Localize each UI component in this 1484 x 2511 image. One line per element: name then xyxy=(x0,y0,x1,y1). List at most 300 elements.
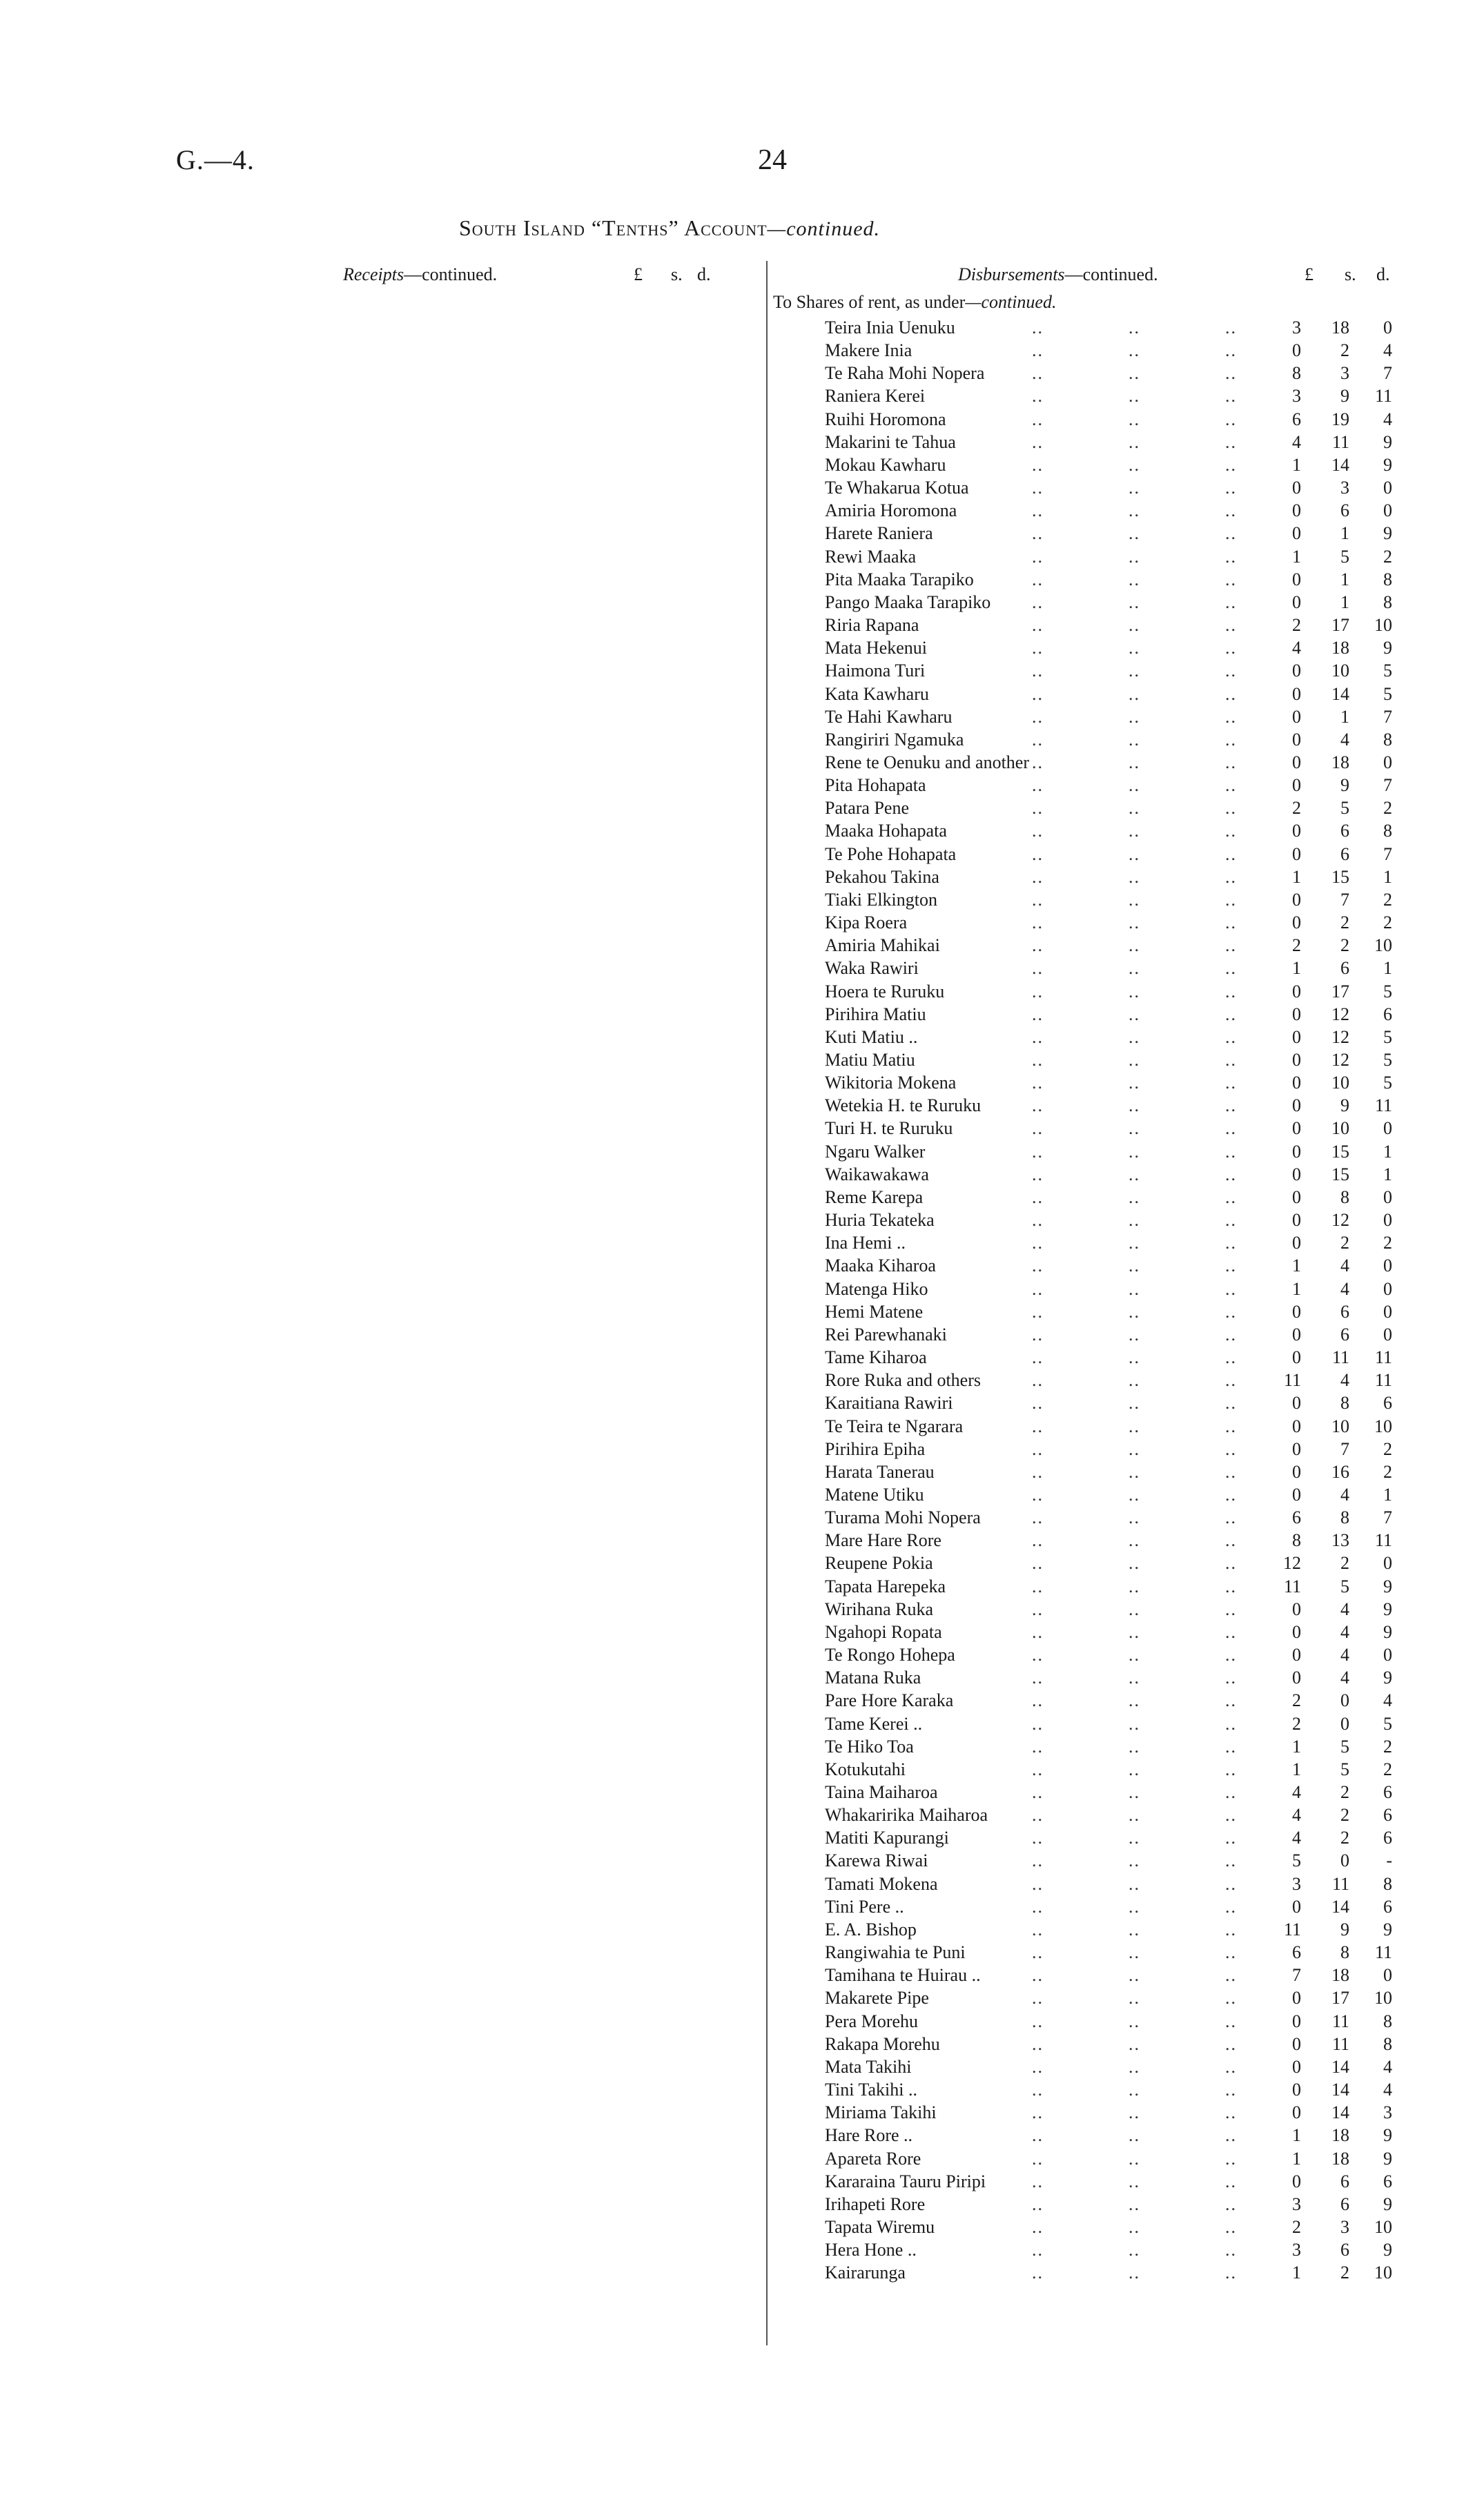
amount-pounds: 0 xyxy=(1292,752,1301,772)
amount-shillings: 10 xyxy=(1331,1073,1349,1093)
disbursements-heading xyxy=(958,264,1158,285)
leader-dots: .. .. .. xyxy=(1032,2125,1237,2146)
amount-pence: 9 xyxy=(1383,2194,1392,2214)
payee-name: Taina Maiharoa xyxy=(825,1782,938,1802)
amount-shillings: 4 xyxy=(1340,729,1349,750)
table-row xyxy=(825,1483,1412,1506)
table-row xyxy=(825,980,1412,1003)
amount-shillings: 2 xyxy=(1340,935,1349,956)
table-row xyxy=(825,957,1412,979)
table-row xyxy=(825,1918,1412,1941)
leader-dots: .. .. .. xyxy=(1032,1347,1237,1368)
payee-name: Tame Kerei .. xyxy=(825,1713,923,1734)
table-row xyxy=(825,1621,1412,1643)
table-row xyxy=(825,1071,1412,1094)
amount-shillings: 6 xyxy=(1340,2240,1349,2260)
amount-shillings: 6 xyxy=(1340,2171,1349,2191)
payee-name: Hare Rore .. xyxy=(825,2125,913,2146)
payee-name: Tini Takihi .. xyxy=(825,2080,917,2100)
table-row xyxy=(825,1689,1412,1712)
payee-name: Teira Inia Uenuku xyxy=(825,317,955,338)
table-row xyxy=(825,888,1412,911)
payee-name: Hoera te Ruruku xyxy=(825,981,945,1002)
amount-shillings: 12 xyxy=(1331,1210,1349,1231)
leader-dots: .. .. .. xyxy=(1032,1233,1237,1253)
amount-shillings: 1 xyxy=(1340,706,1349,727)
amount-pence: 0 xyxy=(1383,478,1392,498)
payee-name: Pita Maaka Tarapiko xyxy=(825,569,974,589)
payee-name: Pirihira Epiha xyxy=(825,1438,926,1459)
payee-name: Mata Hekenui xyxy=(825,638,928,658)
payee-name: Apareta Rore xyxy=(825,2148,921,2169)
receipts-heading-italic: Receipts xyxy=(343,264,404,284)
payee-name: Te Raha Mohi Nopera xyxy=(825,363,985,384)
amount-shillings: 4 xyxy=(1340,1370,1349,1391)
amount-shillings: 10 xyxy=(1331,1416,1349,1436)
payee-name: Hemi Matene xyxy=(825,1301,924,1322)
leader-dots: .. .. .. xyxy=(1032,1896,1237,1917)
table-row xyxy=(825,2010,1412,2033)
leader-dots: .. .. .. xyxy=(1032,615,1237,636)
table-row xyxy=(825,1026,1412,1048)
table-row xyxy=(825,2055,1412,2078)
table-row xyxy=(825,659,1412,682)
amount-pounds: 1 xyxy=(1292,866,1301,887)
amount-pounds: 4 xyxy=(1292,638,1301,658)
amount-pence: 8 xyxy=(1383,729,1392,750)
amount-pounds: 5 xyxy=(1292,1850,1301,1871)
payee-name: Wikitoria Mokena xyxy=(825,1073,957,1093)
amount-shillings: 1 xyxy=(1340,523,1349,544)
leader-dots: .. .. .. xyxy=(1032,2216,1237,2237)
amount-pence: 3 xyxy=(1383,2102,1392,2123)
amount-pounds: 1 xyxy=(1292,958,1301,979)
payee-name: Harata Tanerau xyxy=(825,1461,935,1482)
amount-shillings: 17 xyxy=(1331,615,1349,636)
leader-dots: .. .. .. xyxy=(1032,1690,1237,1711)
amount-pence: 5 xyxy=(1383,661,1392,681)
amount-pounds: 0 xyxy=(1292,1645,1301,1665)
amount-pence: 8 xyxy=(1383,1873,1392,1894)
amount-shillings: 5 xyxy=(1340,1759,1349,1779)
leader-dots: .. .. .. xyxy=(1032,1484,1237,1505)
payee-name: Rakapa Morehu xyxy=(825,2033,940,2054)
payee-name: Te Rongo Hohepa xyxy=(825,1645,955,1665)
amount-shillings: 4 xyxy=(1340,1668,1349,1688)
amount-shillings: 2 xyxy=(1340,1805,1349,1826)
table-row xyxy=(825,1323,1412,1346)
amount-pounds: 3 xyxy=(1292,317,1301,338)
amount-pounds: 3 xyxy=(1292,386,1301,407)
table-row xyxy=(825,522,1412,545)
payee-name: E. A. Bishop xyxy=(825,1919,917,1940)
table-row xyxy=(825,843,1412,866)
amount-pounds: 0 xyxy=(1292,1073,1301,1093)
leader-dots: .. .. .. xyxy=(1032,1073,1237,1093)
payee-name: Ngahopi Ropata xyxy=(825,1621,942,1642)
leader-dots: .. .. .. xyxy=(1032,2056,1237,2077)
leader-dots: .. .. .. xyxy=(1032,1164,1237,1184)
payee-name: Tamati Mokena xyxy=(825,1873,938,1894)
leader-dots: .. .. .. xyxy=(1032,2171,1237,2191)
amount-pounds: 0 xyxy=(1292,1050,1301,1070)
amount-pounds: 0 xyxy=(1292,2080,1301,2100)
payee-name: Tini Pere .. xyxy=(825,1896,904,1917)
table-row xyxy=(825,2170,1412,2193)
leader-dots: .. .. .. xyxy=(1032,1553,1237,1574)
amount-pounds: 2 xyxy=(1292,1690,1301,1711)
table-row xyxy=(825,1643,1412,1666)
amount-pounds: 0 xyxy=(1292,1896,1301,1917)
leader-dots: .. .. .. xyxy=(1032,2148,1237,2169)
leader-dots: .. .. .. xyxy=(1032,1599,1237,1619)
amount-shillings: 19 xyxy=(1331,409,1349,429)
amount-pence: 2 xyxy=(1383,1759,1392,1779)
table-row xyxy=(825,1873,1412,1895)
amount-pounds: 0 xyxy=(1292,1668,1301,1688)
table-row xyxy=(825,1278,1412,1300)
amount-shillings: 18 xyxy=(1331,2125,1349,2146)
leader-dots: .. .. .. xyxy=(1032,1461,1237,1482)
leader-dots: .. .. .. xyxy=(1032,1416,1237,1436)
table-row xyxy=(825,636,1412,659)
payee-name: Matiti Kapurangi xyxy=(825,1828,949,1848)
amount-pence: 9 xyxy=(1383,2125,1392,2146)
amount-pounds: 2 xyxy=(1292,615,1301,636)
payee-name: Rewi Maaka xyxy=(825,546,917,567)
table-row xyxy=(825,2238,1412,2261)
amount-pounds: 0 xyxy=(1292,1461,1301,1482)
amount-pence: 11 xyxy=(1374,1347,1392,1368)
table-row xyxy=(825,1460,1412,1483)
table-row xyxy=(825,1735,1412,1758)
leader-dots: .. .. .. xyxy=(1032,431,1237,452)
amount-shillings: 18 xyxy=(1331,638,1349,658)
amount-pence: 0 xyxy=(1383,317,1392,338)
leader-dots: .. .. .. xyxy=(1032,2080,1237,2100)
leader-dots: .. .. .. xyxy=(1032,981,1237,1002)
table-row xyxy=(825,1140,1412,1163)
payee-name: Makere Inia xyxy=(825,340,912,361)
table-row xyxy=(825,339,1412,362)
amount-pounds: 4 xyxy=(1292,1782,1301,1802)
table-row xyxy=(825,1895,1412,1918)
amount-pence: 8 xyxy=(1383,821,1392,841)
disbursements-shillings-header: s. xyxy=(1345,264,1356,284)
amount-pounds: 1 xyxy=(1292,1256,1301,1276)
leader-dots: .. .. .. xyxy=(1032,2102,1237,2123)
leader-dots: .. .. .. xyxy=(1032,1576,1237,1596)
amount-pence: 2 xyxy=(1383,1736,1392,1757)
amount-pence: 11 xyxy=(1374,386,1392,407)
amount-pence: 10 xyxy=(1374,935,1392,956)
amount-pence: 8 xyxy=(1383,2033,1392,2054)
amount-pounds: 0 xyxy=(1292,1438,1301,1459)
leader-dots: .. .. .. xyxy=(1032,1713,1237,1734)
amount-pence: 10 xyxy=(1374,2216,1392,2237)
table-row xyxy=(825,751,1412,774)
amount-pounds: 0 xyxy=(1292,1004,1301,1024)
amount-pence: 4 xyxy=(1383,340,1392,361)
amount-pounds: 0 xyxy=(1292,1026,1301,1047)
payee-name: Matiu Matiu xyxy=(825,1050,915,1070)
payee-name: Kipa Roera xyxy=(825,912,908,933)
table-row xyxy=(825,1003,1412,1026)
amount-shillings: 18 xyxy=(1331,1965,1349,1986)
amount-pence: 0 xyxy=(1383,1553,1392,1574)
table-row xyxy=(825,1666,1412,1689)
leader-dots: .. .. .. xyxy=(1032,1278,1237,1299)
amount-shillings: 11 xyxy=(1331,2011,1349,2031)
amount-shillings: 18 xyxy=(1331,317,1349,338)
table-row xyxy=(825,1941,1412,1964)
leader-dots: .. .. .. xyxy=(1032,2263,1237,2283)
amount-pence: 4 xyxy=(1383,2056,1392,2077)
leader-dots: .. .. .. xyxy=(1032,1324,1237,1345)
table-row xyxy=(825,1117,1412,1140)
amount-shillings: 8 xyxy=(1340,1942,1349,1963)
payee-name: Waka Rawiri xyxy=(825,958,919,979)
amount-pence: 7 xyxy=(1383,1507,1392,1528)
amount-pounds: 4 xyxy=(1292,1805,1301,1826)
amount-pounds: 11 xyxy=(1283,1370,1301,1391)
amount-pence: 0 xyxy=(1383,1645,1392,1665)
amount-shillings: 2 xyxy=(1340,1828,1349,1848)
amount-pounds: 3 xyxy=(1292,2194,1301,2214)
table-row xyxy=(825,1849,1412,1872)
amount-pounds: 0 xyxy=(1292,1186,1301,1207)
payee-name: Harete Raniera xyxy=(825,523,933,544)
amount-shillings: 4 xyxy=(1340,1599,1349,1619)
leader-dots: .. .. .. xyxy=(1032,1942,1237,1963)
leader-dots: .. .. .. xyxy=(1032,2194,1237,2214)
payee-name: Kararaina Tauru Piripi xyxy=(825,2171,986,2191)
payee-name: Riria Rapana xyxy=(825,615,919,636)
amount-shillings: 3 xyxy=(1340,478,1349,498)
amount-shillings: 7 xyxy=(1340,889,1349,910)
amount-shillings: 11 xyxy=(1331,1873,1349,1894)
amount-shillings: 11 xyxy=(1331,431,1349,452)
amount-shillings: 17 xyxy=(1331,1988,1349,2009)
payee-name: Irihapeti Rore xyxy=(825,2194,926,2214)
leader-dots: .. .. .. xyxy=(1032,386,1237,407)
amount-pence: 11 xyxy=(1374,1942,1392,1963)
amount-shillings: 2 xyxy=(1340,1233,1349,1253)
disbursements-subheading xyxy=(773,292,1056,313)
amount-pounds: 0 xyxy=(1292,2033,1301,2054)
amount-shillings: 8 xyxy=(1340,1393,1349,1414)
amount-pounds: 1 xyxy=(1292,454,1301,475)
amount-pounds: 4 xyxy=(1292,431,1301,452)
payee-name: Tapata Harepeka xyxy=(825,1576,946,1596)
amount-pounds: 0 xyxy=(1292,569,1301,589)
amount-pence: 9 xyxy=(1383,1668,1392,1688)
amount-shillings: 3 xyxy=(1340,2216,1349,2237)
table-row xyxy=(825,362,1412,384)
amount-pounds: 0 xyxy=(1292,2056,1301,2077)
table-row xyxy=(825,453,1412,476)
leader-dots: .. .. .. xyxy=(1032,1988,1237,2009)
amount-shillings: 12 xyxy=(1331,1050,1349,1070)
amount-pounds: 0 xyxy=(1292,592,1301,612)
payee-name: Maaka Hohapata xyxy=(825,821,947,841)
amount-pence: 7 xyxy=(1383,843,1392,864)
table-row xyxy=(825,1575,1412,1598)
payee-name: Matenga Hiko xyxy=(825,1278,928,1299)
amount-pence: 5 xyxy=(1383,981,1392,1002)
payee-name: Karaitiana Rawiri xyxy=(825,1393,953,1414)
leader-dots: .. .. .. xyxy=(1032,775,1237,796)
table-row xyxy=(825,1506,1412,1529)
amount-pounds: 2 xyxy=(1292,1713,1301,1734)
table-row xyxy=(825,1094,1412,1117)
amount-pence: 6 xyxy=(1383,1782,1392,1802)
amount-pence: 9 xyxy=(1383,523,1392,544)
table-row xyxy=(825,431,1412,453)
amount-pounds: 7 xyxy=(1292,1965,1301,1986)
amount-shillings: 16 xyxy=(1331,1461,1349,1482)
amount-shillings: 0 xyxy=(1340,1690,1349,1711)
payee-name: Rene te Oenuku and another xyxy=(825,752,1030,772)
payee-name: Pita Hohapata xyxy=(825,775,926,796)
payee-name: Kuti Matiu .. xyxy=(825,1026,918,1047)
table-row xyxy=(825,568,1412,591)
leader-dots: .. .. .. xyxy=(1032,1141,1237,1162)
disbursements-table xyxy=(825,316,1412,2284)
leader-dots: .. .. .. xyxy=(1032,1393,1237,1414)
amount-pence: 6 xyxy=(1383,1896,1392,1917)
leader-dots: .. .. .. xyxy=(1032,638,1237,658)
table-row xyxy=(825,1438,1412,1460)
leader-dots: .. .. .. xyxy=(1032,1438,1237,1459)
amount-pence: - xyxy=(1386,1850,1392,1871)
amount-pence: 10 xyxy=(1374,2263,1392,2283)
amount-pence: 0 xyxy=(1383,500,1392,521)
amount-pounds: 0 xyxy=(1292,843,1301,864)
receipts-heading-rest: —continued. xyxy=(404,264,498,284)
table-row xyxy=(825,614,1412,636)
payee-name: Makarini te Tahua xyxy=(825,431,956,452)
payee-name: Ina Hemi .. xyxy=(825,1233,906,1253)
amount-pence: 1 xyxy=(1383,1484,1392,1505)
leader-dots: .. .. .. xyxy=(1032,866,1237,887)
leader-dots: .. .. .. xyxy=(1032,500,1237,521)
table-row xyxy=(825,1712,1412,1735)
amount-pounds: 12 xyxy=(1283,1553,1301,1574)
payee-name: Haimona Turi xyxy=(825,661,926,681)
amount-pounds: 0 xyxy=(1292,1988,1301,2009)
amount-pence: 11 xyxy=(1374,1370,1392,1391)
payee-name: Rangiriri Ngamuka xyxy=(825,729,964,750)
amount-pence: 0 xyxy=(1383,1210,1392,1231)
payee-name: Te Hiko Toa xyxy=(825,1736,914,1757)
leader-dots: .. .. .. xyxy=(1032,1668,1237,1688)
amount-pounds: 0 xyxy=(1292,775,1301,796)
receipts-pence-header: d. xyxy=(697,264,711,284)
amount-shillings: 4 xyxy=(1340,1278,1349,1299)
leader-dots: .. .. .. xyxy=(1032,1370,1237,1391)
amount-pence: 0 xyxy=(1383,1186,1392,1207)
amount-shillings: 11 xyxy=(1331,2033,1349,2054)
table-row xyxy=(825,1781,1412,1804)
amount-shillings: 2 xyxy=(1340,1782,1349,1802)
amount-shillings: 0 xyxy=(1340,1713,1349,1734)
amount-pence: 9 xyxy=(1383,431,1392,452)
amount-pounds: 0 xyxy=(1292,1095,1301,1116)
amount-pence: 0 xyxy=(1383,1324,1392,1345)
amount-pounds: 0 xyxy=(1292,1393,1301,1414)
table-row xyxy=(825,934,1412,957)
amount-shillings: 14 xyxy=(1331,2056,1349,2077)
amount-pence: 9 xyxy=(1383,2240,1392,2260)
payee-name: Mare Hare Rore xyxy=(825,1530,941,1551)
payee-name: Pera Morehu xyxy=(825,2011,919,2031)
payee-name: Kairarunga xyxy=(825,2263,906,2283)
leader-dots: .. .. .. xyxy=(1032,478,1237,498)
payee-name: Hera Hone .. xyxy=(825,2240,917,2260)
amount-shillings: 6 xyxy=(1340,958,1349,979)
title-continued: —continued. xyxy=(767,217,881,240)
leader-dots: .. .. .. xyxy=(1032,729,1237,750)
amount-pence: 11 xyxy=(1374,1530,1392,1551)
payee-name: Ngaru Walker xyxy=(825,1141,926,1162)
amount-pounds: 11 xyxy=(1283,1576,1301,1596)
amount-pence: 10 xyxy=(1374,1988,1392,2009)
payee-name: Makarete Pipe xyxy=(825,1988,929,2009)
table-row xyxy=(825,316,1412,339)
table-row xyxy=(825,1826,1412,1849)
amount-pence: 2 xyxy=(1383,546,1392,567)
leader-dots: .. .. .. xyxy=(1032,546,1237,567)
table-row xyxy=(825,797,1412,819)
leader-dots: .. .. .. xyxy=(1032,935,1237,956)
leader-dots: .. .. .. xyxy=(1032,454,1237,475)
amount-pence: 2 xyxy=(1383,912,1392,933)
amount-pounds: 0 xyxy=(1292,1599,1301,1619)
leader-dots: .. .. .. xyxy=(1032,2033,1237,2054)
amount-pounds: 6 xyxy=(1292,1507,1301,1528)
amount-pence: 9 xyxy=(1383,1621,1392,1642)
leader-dots: .. .. .. xyxy=(1032,1805,1237,1826)
table-row xyxy=(825,1231,1412,1254)
amount-pence: 9 xyxy=(1383,454,1392,475)
table-row xyxy=(825,545,1412,568)
amount-shillings: 6 xyxy=(1340,2194,1349,2214)
amount-pence: 0 xyxy=(1383,1256,1392,1276)
leader-dots: .. .. .. xyxy=(1032,912,1237,933)
amount-shillings: 4 xyxy=(1340,1621,1349,1642)
table-row xyxy=(825,591,1412,614)
amount-shillings: 14 xyxy=(1331,2080,1349,2100)
table-row xyxy=(825,1552,1412,1574)
payee-name: Kotukutahi xyxy=(825,1759,906,1779)
payee-name: Turama Mohi Nopera xyxy=(825,1507,981,1528)
amount-pounds: 1 xyxy=(1292,1759,1301,1779)
payee-name: Te Teira te Ngarara xyxy=(825,1416,964,1436)
amount-shillings: 4 xyxy=(1340,1484,1349,1505)
leader-dots: .. .. .. xyxy=(1032,1256,1237,1276)
disbursements-heading-rest: —continued. xyxy=(1064,264,1158,284)
amount-pence: 1 xyxy=(1383,958,1392,979)
amount-pounds: 1 xyxy=(1292,2148,1301,2169)
amount-pounds: 8 xyxy=(1292,1530,1301,1551)
table-row xyxy=(825,1415,1412,1438)
amount-pounds: 0 xyxy=(1292,2011,1301,2031)
table-row xyxy=(825,1391,1412,1414)
payee-name: Matana Ruka xyxy=(825,1668,921,1688)
amount-pounds: 0 xyxy=(1292,1301,1301,1322)
leader-dots: .. .. .. xyxy=(1032,1919,1237,1940)
